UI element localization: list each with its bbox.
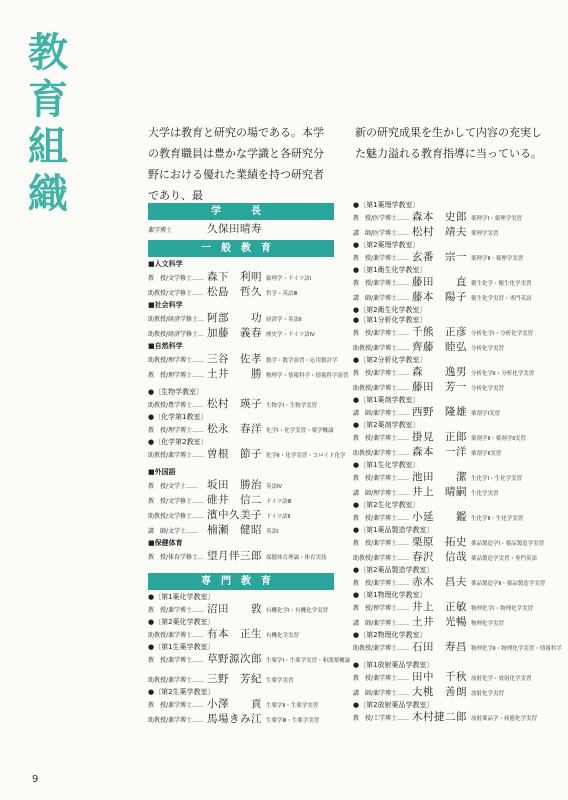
faculty-name: 松村 瑛子 <box>207 398 262 410</box>
faculty-rank-degree: 助教授/文学修士…… <box>148 290 205 297</box>
faculty-subjects: 放射化学実習 <box>471 691 505 697</box>
faculty-rank-degree: 教 授/薬学博士…… <box>353 330 410 337</box>
faculty-rank-degree: 教 授/薬学博士…… <box>353 580 410 587</box>
faculty-name: 齊藤 睦弘 <box>412 341 467 353</box>
faculty-row <box>353 405 551 420</box>
faculty-rank-degree: 教 授/理学博士…… <box>148 372 205 379</box>
faculty-subjects: 薬理学実習 <box>471 231 499 237</box>
faculty-subjects: 分析化学実習 <box>471 346 505 352</box>
faculty-row <box>148 397 334 412</box>
faculty-rank-degree: 教 授/工学博士…… <box>353 715 410 722</box>
faculty-subjects: 倫理学・ドイツ語Ⅰ <box>266 276 312 282</box>
faculty-rank-degree: 助教授/薬学博士…… <box>148 632 205 639</box>
faculty-row <box>148 222 334 237</box>
faculty-subjects: 衛生化学・衛生化学実習 <box>471 281 532 287</box>
category-heading: ■社会科学 <box>148 301 183 309</box>
faculty-subjects: 生薬学実習 <box>266 678 294 684</box>
faculty-subjects: 物理化学Ⅰ・物理化学実習 <box>471 606 534 612</box>
faculty-name: 藤本 陽子 <box>412 291 467 303</box>
faculty-name: 松島 哲久 <box>207 286 262 298</box>
title-char: 育 <box>28 77 68 123</box>
faculty-name: 阿部 功 <box>207 312 262 324</box>
faculty-subjects: ドイツ語Ⅱ <box>266 514 291 520</box>
faculty-name: 春沢 信哉 <box>412 551 467 563</box>
faculty-name: 楠瀬 健昭 <box>207 524 262 536</box>
faculty-subjects: 薬剤学Ⅰ実習 <box>471 411 501 417</box>
faculty-row <box>148 652 351 672</box>
title-char: 組 <box>28 124 68 170</box>
faculty-row <box>353 380 551 395</box>
faculty-subjects: 生薬学Ⅱ・生薬学実習 <box>266 703 319 709</box>
faculty-row <box>353 615 551 630</box>
title-char: 織 <box>28 171 68 217</box>
faculty-row <box>353 640 562 660</box>
faculty-name: 土井 勝 <box>207 368 262 380</box>
department-heading: ●〔第1生薬学教室〕 <box>148 643 215 651</box>
faculty-subjects: 有機化学実習 <box>266 633 300 639</box>
faculty-rank-degree: 教 授/薬学博士…… <box>353 435 410 442</box>
department-heading: ●〔第2薬化学教室〕 <box>148 618 215 626</box>
department-heading: ●〔第1生化学教室〕 <box>353 461 420 469</box>
right-column <box>353 200 562 725</box>
department-heading: ●〔第2生薬学教室〕 <box>148 688 215 696</box>
faculty-subjects: 有機化学Ⅰ・有機化学実習 <box>266 608 329 614</box>
faculty-subjects: ドイツ語Ⅲ <box>266 499 292 505</box>
faculty-subjects: 薬剤学Ⅱ実習 <box>471 451 502 457</box>
faculty-rank-degree: 助教授/薬学博士…… <box>353 450 410 457</box>
faculty-row <box>353 340 551 355</box>
faculty-row <box>148 447 346 467</box>
faculty-row <box>353 685 551 700</box>
faculty-subjects: 保健体育理論・体育実技 <box>266 555 327 561</box>
faculty-row <box>148 549 334 564</box>
faculty-name: 井上 正敏 <box>412 601 467 613</box>
department-heading: ●〔化学第2教室〕 <box>148 438 208 446</box>
faculty-subjects: 薬品製造学Ⅰ・薬品製造学実習 <box>471 541 545 547</box>
faculty-subjects: 化学Ⅰ・化学実習・薬学概論 <box>266 428 334 434</box>
faculty-subjects: 生薬学Ⅰ・生薬学実習・和漢薬概論 <box>266 658 351 664</box>
faculty-row <box>148 311 334 326</box>
faculty-rank-degree: 助教授/薬学博士…… <box>353 555 410 562</box>
department-heading: ●〔第2衛生化学教室〕 <box>353 306 427 314</box>
faculty-rank-degree: 教 授/文学修士…… <box>148 498 205 505</box>
faculty-row <box>353 325 551 340</box>
faculty-rank-degree: 講 師/薬学博士…… <box>353 295 410 302</box>
faculty-rank-degree: 薬学博士 <box>148 227 173 234</box>
faculty-subjects: 生化学Ⅱ・生化学実習 <box>471 516 524 522</box>
faculty-subjects: 物理学・情報科学・情報科学演習 <box>266 373 349 379</box>
faculty-name: 赤木 昌夫 <box>412 576 467 588</box>
faculty-rank-degree: 助教授/薬学博士…… <box>148 452 205 459</box>
faculty-name: 曽根 節子 <box>207 448 262 460</box>
department-heading: ●〔第2薬剤学教室〕 <box>353 421 420 429</box>
faculty-subjects: 薬理学Ⅰ・薬理学実習 <box>471 216 523 222</box>
category-heading: ■人文科学 <box>148 260 183 268</box>
faculty-rank-degree: 教 授/薬学博士…… <box>353 675 410 682</box>
category-heading: ■自然科学 <box>148 342 183 350</box>
faculty-rank-degree: 助教授/薬学博士…… <box>148 677 205 684</box>
faculty-row <box>148 602 334 617</box>
faculty-subjects: 薬品製造学Ⅱ・薬品製造学実習 <box>471 581 546 587</box>
faculty-row <box>148 493 334 508</box>
faculty-subjects: 分析化学Ⅱ・分析化学実習 <box>471 371 535 377</box>
faculty-subjects: 放射薬品学・病態化学実習 <box>471 716 538 722</box>
faculty-name: 加藤 義春 <box>207 327 262 339</box>
faculty-rank-degree: 教 授/薬学博士…… <box>353 255 410 262</box>
faculty-rank-degree: 講 師/薬学博士…… <box>353 620 410 627</box>
faculty-row <box>148 697 334 712</box>
faculty-name: 森本 史郎 <box>412 211 467 223</box>
faculty-row <box>148 712 334 727</box>
faculty-rank-degree: 助教授/薬学博士…… <box>353 345 410 352</box>
faculty-rank-degree: 教 授/文学修士…… <box>148 275 205 282</box>
faculty-rank-degree: 教 授/薬学博士…… <box>353 280 410 287</box>
faculty-subjects: 物理化学Ⅱ・物理化学実習・情報科学 <box>471 646 562 652</box>
faculty-subjects: 放射化学・放射化学実習 <box>471 676 532 682</box>
faculty-rank-degree: 教 授/理学博士…… <box>148 427 205 434</box>
faculty-name: 田中 千秋 <box>412 671 467 683</box>
faculty-name: 松永 春洋 <box>207 423 262 435</box>
faculty-subjects: 経済学・英語Ⅱ <box>266 317 302 323</box>
faculty-name: 草野源次郎 <box>207 653 262 665</box>
faculty-row <box>353 250 551 265</box>
faculty-row <box>353 710 551 725</box>
faculty-row <box>148 352 338 367</box>
faculty-subjects: 生化学実習 <box>471 491 499 497</box>
faculty-rank-degree: 教 授/薬学博士…… <box>148 702 205 709</box>
faculty-rank-degree: 助教授/理学博士…… <box>148 357 205 364</box>
faculty-name: 土井 光暢 <box>412 616 467 628</box>
faculty-name: 玄番 宗一 <box>412 251 467 263</box>
faculty-name: 沼田 敦 <box>207 603 262 615</box>
faculty-rank-degree: 教 授/薬学博士…… <box>148 657 205 664</box>
category-heading: ■保健体育 <box>148 539 183 547</box>
faculty-row <box>148 326 334 341</box>
faculty-name: 掛見 正郎 <box>412 431 467 443</box>
department-heading: ●〔第2生化学教室〕 <box>353 501 420 509</box>
faculty-subjects: 分析化学実習 <box>471 386 505 392</box>
faculty-row <box>148 672 334 687</box>
faculty-name: 千熊 正彦 <box>412 326 467 338</box>
faculty-rank-degree: 講 師/理学博士…… <box>353 490 410 497</box>
faculty-row <box>148 270 334 285</box>
title-char: 教 <box>28 30 68 76</box>
faculty-rank-degree: 助教授/農学博士…… <box>148 402 205 409</box>
faculty-row <box>353 510 551 525</box>
faculty-rank-degree: 教 授/薬学博士…… <box>353 475 410 482</box>
faculty-subjects: 英語Ⅰ <box>266 529 279 535</box>
faculty-name: 碓井 信二 <box>207 494 262 506</box>
faculty-rank-degree: 講 師/薬学博士…… <box>353 410 410 417</box>
department-heading: ●〔生物学教室〕 <box>148 388 204 396</box>
page-title <box>26 30 70 218</box>
faculty-row <box>353 365 551 380</box>
faculty-subjects: 英語Ⅳ <box>266 484 283 490</box>
faculty-subjects: 薬剤学Ⅱ・薬剤学Ⅱ実習 <box>471 436 526 442</box>
intro-text-right: 新の研究成果を生かして内容の充実した魅力溢れる教育指導に当っている。 <box>355 126 542 160</box>
faculty-name: 森 逸男 <box>412 366 467 378</box>
intro-text-left: 大学は教育と研究の場である。本学の教育職員は豊かな学識と各研究分野における優れた業績を持つ研究者であり、最 <box>148 126 324 202</box>
faculty-subjects: 物理化学実習 <box>471 621 505 627</box>
faculty-row <box>353 210 551 225</box>
faculty-row <box>353 670 551 685</box>
faculty-rank-degree: 助教授/経済学修士… <box>148 331 205 338</box>
faculty-row <box>353 470 551 485</box>
faculty-name: 井上 晴嗣 <box>412 486 467 498</box>
faculty-row <box>148 422 334 437</box>
faculty-subjects: 分析化学Ⅰ・分析化学実習 <box>471 331 534 337</box>
faculty-row <box>148 627 334 642</box>
department-heading: ●〔第2物理化学教室〕 <box>353 631 427 639</box>
section-header-bar: 学 長 <box>148 203 334 220</box>
faculty-rank-degree: 教 授/理学博士…… <box>353 605 410 612</box>
faculty-rank-degree: 助教授/経済学修士… <box>148 316 205 323</box>
faculty-subjects: 数学・数学演習・応用数計学 <box>266 358 338 364</box>
category-heading: ■外国語 <box>148 468 176 476</box>
left-column <box>148 200 351 727</box>
faculty-subjects: 薬理学Ⅱ・薬理学実習 <box>471 256 524 262</box>
faculty-rank-degree: 助教授/文学修士…… <box>148 513 205 520</box>
department-heading: ●〔第2薬品製造学教室〕 <box>353 566 434 574</box>
faculty-rank-degree: 助教授/薬学博士…… <box>353 645 410 652</box>
department-heading: ●〔第2薬理学教室〕 <box>353 241 420 249</box>
faculty-subjects: 化学Ⅱ・化学実習・コロイド化学 <box>266 453 346 459</box>
faculty-rank-degree: 教 授/体育学修士… <box>148 554 205 561</box>
department-heading: ●〔第1薬理学教室〕 <box>353 201 420 209</box>
faculty-name: 森下 利明 <box>207 271 262 283</box>
faculty-row <box>353 290 551 305</box>
faculty-name: 馬場きみ江 <box>207 713 262 725</box>
faculty-name: 小延 鑑 <box>412 511 467 523</box>
faculty-row <box>148 508 334 523</box>
faculty-name: 望月伴三郎 <box>207 550 262 562</box>
faculty-rank-degree: 教 授/薬学博士…… <box>353 540 410 547</box>
faculty-rank-degree: 教 授/薬学博士…… <box>148 607 205 614</box>
faculty-name: 森本 一洋 <box>412 446 467 458</box>
faculty-subjects: 生化学Ⅰ・生化学実習 <box>471 476 523 482</box>
faculty-name: 木村捷二郎 <box>412 711 467 723</box>
faculty-name: 藤田 芳一 <box>412 381 467 393</box>
faculty-rank-degree: 教 授/文学士…… <box>148 483 199 490</box>
faculty-subjects: 生物学Ⅰ・生物学実習 <box>266 403 318 409</box>
department-heading: ●〔第2放射薬品学教室〕 <box>353 701 434 709</box>
faculty-name: 三野 芳紀 <box>207 673 262 685</box>
faculty-row <box>353 275 551 290</box>
faculty-subjects: 薬品製造学実習・専門英語 <box>471 556 538 562</box>
section-header-bar: 一般教育 <box>148 240 334 257</box>
faculty-name: 三谷 佐孝 <box>207 353 262 365</box>
department-heading: ●〔第1薬剤学教室〕 <box>353 396 420 404</box>
department-heading: ●〔第1物理化学教室〕 <box>353 591 427 599</box>
faculty-row <box>148 285 334 300</box>
faculty-name: 栗原 拓史 <box>412 536 467 548</box>
faculty-rank-degree: 講 師/医学博士…… <box>353 230 410 237</box>
faculty-row <box>353 575 551 590</box>
faculty-row <box>353 430 551 445</box>
department-heading: ●〔第1衛生化学教室〕 <box>353 266 427 274</box>
faculty-rank-degree: 助教授/薬学博士…… <box>353 385 410 392</box>
faculty-row <box>353 535 551 550</box>
page-number: 9 <box>32 774 39 785</box>
faculty-rank-degree: 助教授/薬学博士…… <box>148 717 205 724</box>
faculty-row <box>148 367 349 387</box>
faculty-subjects: 衛生化学実習・専門英語 <box>471 296 532 302</box>
faculty-row <box>353 445 551 460</box>
faculty-rank-degree: 講 師/薬学博士…… <box>353 690 410 697</box>
faculty-rank-degree: 教 授/薬学博士…… <box>353 370 410 377</box>
faculty-name: 坂田 勝治 <box>207 479 262 491</box>
department-heading: ●〔第1分析化学教室〕 <box>353 316 427 324</box>
section-header-bar: 専門教育 <box>148 573 334 590</box>
faculty-name: 松村 靖夫 <box>412 226 467 238</box>
faculty-subjects: 生薬学Ⅲ・生薬学実習 <box>266 718 320 724</box>
department-heading: ●〔第1放射薬品学教室〕 <box>353 661 434 669</box>
faculty-row <box>353 600 551 615</box>
faculty-row <box>148 523 334 538</box>
faculty-name: 西野 隆雄 <box>412 406 467 418</box>
faculty-name: 濱中久美子 <box>207 509 262 521</box>
faculty-rank-degree: 教 授/薬学博士…… <box>353 515 410 522</box>
faculty-subjects: 哲学・英語Ⅲ <box>266 291 298 297</box>
department-heading: ●〔第1薬品製造学教室〕 <box>353 526 434 534</box>
faculty-subjects: 歴史学・ドイツ語Ⅳ <box>266 332 315 338</box>
faculty-name: 久保田晴寿 <box>207 223 262 235</box>
faculty-row <box>353 225 551 240</box>
faculty-name: 池田 潔 <box>412 471 467 483</box>
department-heading: ●〔第1薬化学教室〕 <box>148 593 215 601</box>
faculty-rank-degree: 教 授/医学博士…… <box>353 215 410 222</box>
faculty-name: 藤田 直 <box>412 276 467 288</box>
faculty-name: 有本 正生 <box>207 628 262 640</box>
faculty-name: 石田 寿昌 <box>412 641 467 653</box>
faculty-rank-degree: 講 師/文学士…… <box>148 528 199 535</box>
faculty-name: 大桃 善朗 <box>412 686 467 698</box>
faculty-name: 小澤 貢 <box>207 698 262 710</box>
faculty-row <box>353 485 551 500</box>
faculty-row <box>148 478 334 493</box>
department-heading: ●〔化学第1教室〕 <box>148 413 208 421</box>
faculty-row <box>353 550 551 565</box>
department-heading: ●〔第2分析化学教室〕 <box>353 356 427 364</box>
